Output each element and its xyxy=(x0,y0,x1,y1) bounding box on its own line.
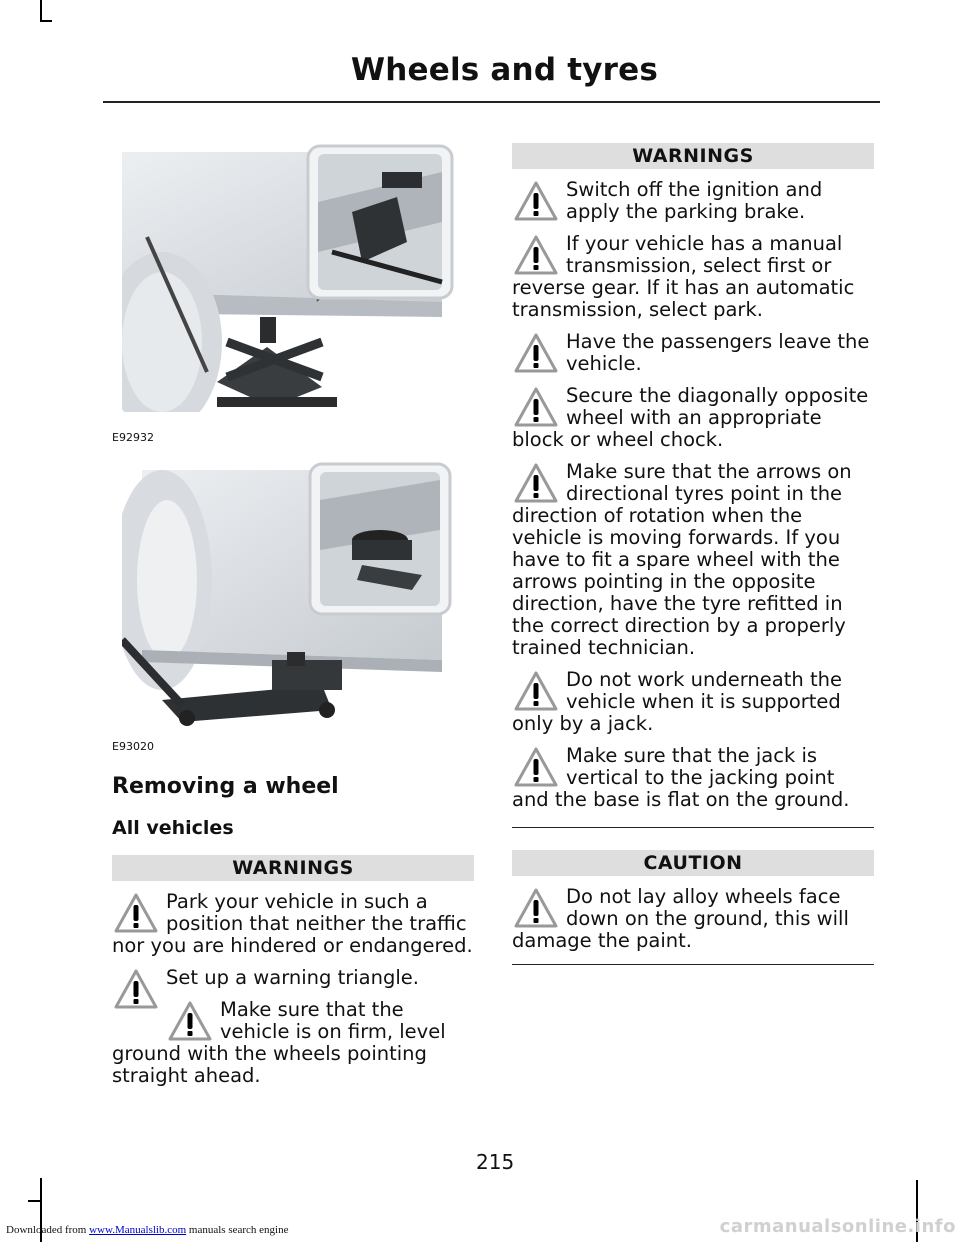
section-end-rule xyxy=(512,827,874,828)
caution-heading: CAUTION xyxy=(512,850,874,876)
warnings-heading: WARNINGS xyxy=(112,855,474,881)
figure-code: E93020 xyxy=(112,740,154,753)
warning-text: Set up a warning triangle. xyxy=(166,966,419,989)
warning-item xyxy=(512,233,874,321)
figure-scissor-jack xyxy=(122,142,454,412)
warning-text: Do not work underneath the vehicle when it is supported only by a jack. xyxy=(512,668,842,735)
caution-item xyxy=(512,886,874,952)
page-number: 215 xyxy=(476,1150,515,1174)
warning-triangle-icon xyxy=(512,179,560,223)
warning-item xyxy=(512,669,874,735)
warning-triangle-icon xyxy=(512,886,562,930)
warning-triangle-icon xyxy=(166,999,216,1043)
warning-triangle-icon xyxy=(112,891,162,935)
right-column xyxy=(512,143,874,965)
warning-item xyxy=(112,967,474,989)
warning-text: Park your vehicle in such a position that neither the traffic nor you are hindered or endangered. xyxy=(112,890,473,957)
warning-triangle-icon xyxy=(512,461,560,505)
left-column xyxy=(112,774,474,1087)
warning-triangle-icon xyxy=(512,385,560,429)
warning-text: Make sure that the arrows on directional tyres point in the direction of rotation when the vehicle is moving forwards. If you have to fit a spare wheel with the arrows pointing in the opposite direction, have the tyre refitted in the correct direction by a properly trained technician. xyxy=(512,460,852,659)
warnings-list xyxy=(512,179,874,811)
warning-item xyxy=(512,385,874,451)
footer-prefix: Downloaded from xyxy=(6,1224,90,1236)
warning-triangle-icon xyxy=(512,179,562,223)
section-title: Removing a wheel xyxy=(112,774,339,799)
warning-triangle-icon xyxy=(512,331,560,375)
warning-text: Secure the diagonally opposite wheel with an appropriate block or wheel chock. xyxy=(512,384,869,451)
trolley-jack-illustration xyxy=(122,460,454,735)
warning-triangle-icon xyxy=(512,331,562,375)
manualslib-link[interactable]: www.Manualslib.com xyxy=(89,1224,187,1236)
warning-text: Switch off the ignition and apply the parking brake. xyxy=(566,178,823,223)
page-title: Wheels and tyres xyxy=(350,52,658,88)
warning-triangle-icon xyxy=(166,999,214,1043)
figure-trolley-jack xyxy=(122,460,454,735)
warnings-list xyxy=(112,891,474,1087)
warning-triangle-icon xyxy=(512,233,562,277)
crop-mark xyxy=(28,1200,42,1202)
warning-text: Make sure that the vehicle is on firm, level ground with the wheels pointing straight ahead. xyxy=(112,998,446,1087)
warning-item xyxy=(112,999,474,1087)
watermark: carmanualsonline.info xyxy=(719,1216,956,1237)
warning-triangle-icon xyxy=(512,385,562,429)
section-end-rule xyxy=(512,964,874,965)
caution-list xyxy=(512,886,874,952)
warning-item xyxy=(512,179,874,223)
warning-item xyxy=(112,891,474,957)
warning-triangle-icon xyxy=(512,669,562,713)
warning-item xyxy=(512,745,874,811)
warning-triangle-icon xyxy=(512,233,560,277)
warning-triangle-icon xyxy=(512,886,560,930)
caution-text: Do not lay alloy wheels face down on the ground, this will damage the paint. xyxy=(512,885,849,952)
warning-item xyxy=(512,461,874,659)
warning-triangle-icon xyxy=(512,461,562,505)
warning-text: Have the passengers leave the vehicle. xyxy=(566,330,870,375)
crop-mark xyxy=(40,20,52,22)
warning-item xyxy=(512,331,874,375)
footer-suffix: manuals search engine xyxy=(186,1224,289,1236)
warning-triangle-icon xyxy=(512,669,560,713)
scissor-jack-illustration xyxy=(122,142,454,412)
warning-text: Make sure that the jack is vertical to the jacking point and the base is flat on the ground. xyxy=(512,744,850,811)
crop-mark xyxy=(40,0,42,22)
warning-triangle-icon xyxy=(112,891,160,935)
warning-text: If your vehicle has a manual transmission, select first or reverse gear. If it has an automatic transmission, select park. xyxy=(512,232,855,321)
warnings-heading: WARNINGS xyxy=(512,143,874,169)
figure-code: E92932 xyxy=(112,431,154,444)
header-rule xyxy=(103,101,880,103)
warning-triangle-icon xyxy=(512,745,562,789)
warning-triangle-icon xyxy=(512,745,560,789)
download-footer xyxy=(6,1224,288,1236)
subsection-title: All vehicles xyxy=(112,817,234,839)
